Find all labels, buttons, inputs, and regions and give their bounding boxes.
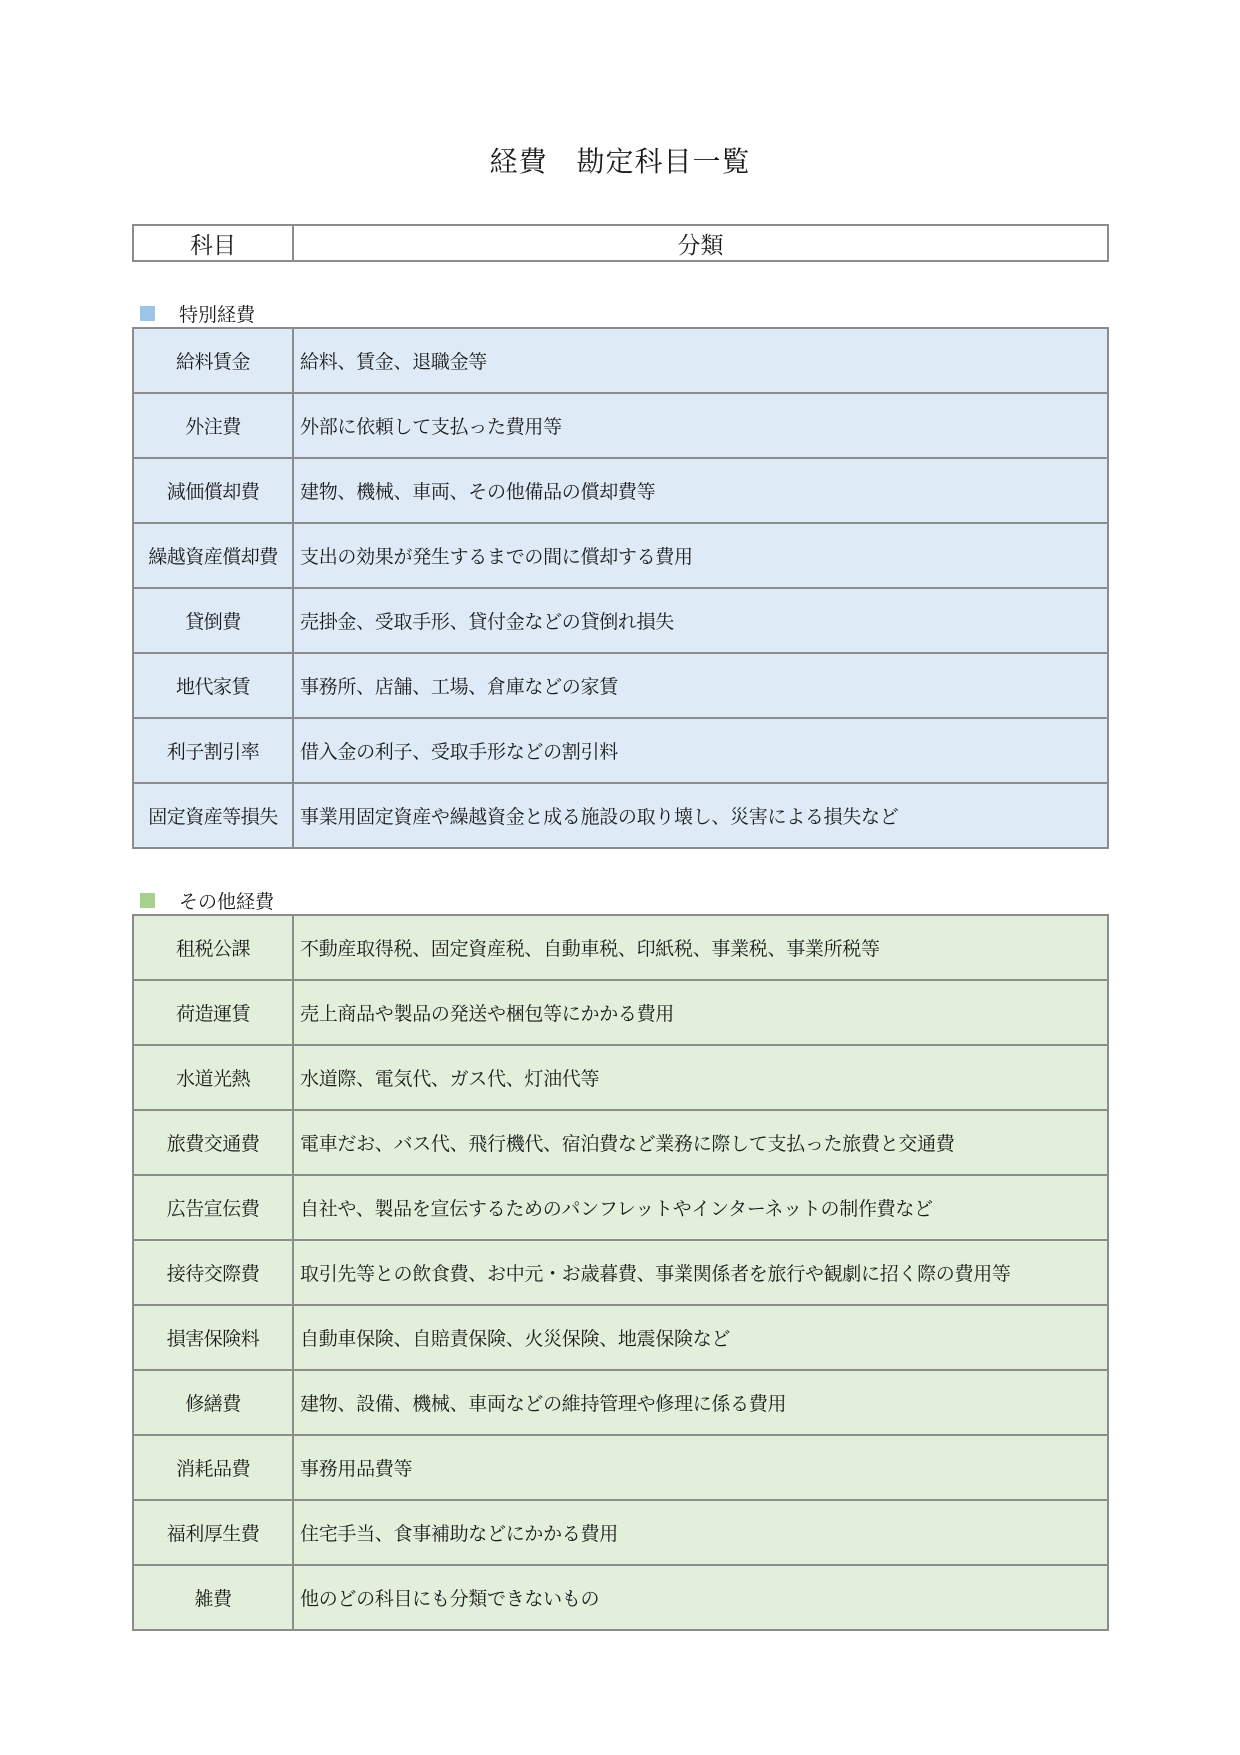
table-row (134, 719, 1107, 784)
table-row (134, 1111, 1107, 1176)
description-cell: 外部に依頼して支払った費用等 (300, 416, 562, 438)
table-row (134, 1566, 1107, 1629)
column-header-table (132, 224, 1109, 262)
subject-cell: 旅費交通費 (134, 1111, 294, 1174)
special-expenses-table (132, 327, 1109, 849)
table-row (134, 1176, 1107, 1241)
table-row (134, 1436, 1107, 1501)
column-header-classification: 分類 (677, 232, 724, 259)
description-cell: 住宅手当、食事補助などにかかる費用 (300, 1523, 618, 1545)
subject-cell: 給料賃金 (134, 329, 294, 392)
description-cell: 売上商品や製品の発送や梱包等にかかる費用 (300, 1003, 675, 1025)
description-cell: 給料、賃金、退職金等 (300, 351, 488, 373)
description-cell: 不動産取得税、固定資産税、自動車税、印紙税、事業税、事業所税等 (300, 938, 880, 960)
table-row (134, 524, 1107, 589)
table-row (134, 654, 1107, 719)
table-row (134, 329, 1107, 394)
table-row (134, 459, 1107, 524)
subject-cell: 利子割引率 (134, 719, 294, 782)
subject-cell: 修繕費 (134, 1371, 294, 1434)
square-marker-icon (140, 893, 155, 908)
description-cell: 取引先等との飲食費、お中元・お歳暮費、事業関係者を旅行や観劇に招く際の費用等 (300, 1263, 1011, 1285)
subject-cell: 雑費 (134, 1566, 294, 1629)
description-cell: 事務用品費等 (300, 1458, 413, 1480)
section-title: 特別経費 (179, 304, 256, 326)
table-row (134, 784, 1107, 847)
table-row (134, 981, 1107, 1046)
subject-cell: 荷造運賃 (134, 981, 294, 1044)
page-title: 経費 勘定科目一覧 (489, 145, 751, 178)
table-row (134, 1046, 1107, 1111)
description-cell: 建物、設備、機械、車両などの維持管理や修理に係る費用 (300, 1393, 787, 1415)
subject-cell: 固定資産等損失 (134, 784, 294, 847)
subject-cell: 外注費 (134, 394, 294, 457)
subject-cell: 損害保険料 (134, 1306, 294, 1369)
subject-cell: 水道光熱 (134, 1046, 294, 1109)
subject-cell: 租税公課 (134, 916, 294, 979)
table-row (134, 1501, 1107, 1566)
description-cell: 水道際、電気代、ガス代、灯油代等 (300, 1068, 600, 1090)
subject-cell: 地代家賃 (134, 654, 294, 717)
description-cell: 自社や、製品を宣伝するためのパンフレットやインターネットの制作費など (300, 1198, 933, 1220)
subject-cell: 福利厚生費 (134, 1501, 294, 1564)
section-label-other-expenses (140, 887, 274, 914)
table-row (134, 916, 1107, 981)
square-marker-icon (140, 306, 155, 321)
subject-cell: 広告宣伝費 (134, 1176, 294, 1239)
table-row (134, 394, 1107, 459)
description-cell: 電車だお、バス代、飛行機代、宿泊費など業務に際して支払った旅費と交通費 (300, 1133, 955, 1155)
description-cell: 借入金の利子、受取手形などの割引料 (300, 741, 618, 763)
other-expenses-table (132, 914, 1109, 1631)
section-label-special-expenses (140, 300, 255, 327)
subject-cell: 減価償却費 (134, 459, 294, 522)
description-cell: 売掛金、受取手形、貸付金などの貸倒れ損失 (300, 611, 675, 633)
table-row (134, 1241, 1107, 1306)
subject-cell: 繰越資産償却費 (134, 524, 294, 587)
column-header-subject: 科目 (134, 226, 294, 260)
description-cell: 自動車保険、自賠責保険、火災保険、地震保険など (300, 1328, 731, 1350)
subject-cell: 貸倒費 (134, 589, 294, 652)
subject-cell: 接待交際費 (134, 1241, 294, 1304)
description-cell: 他のどの科目にも分類できないもの (300, 1588, 600, 1610)
description-cell: 支出の効果が発生するまでの間に償却する費用 (300, 546, 693, 568)
description-cell: 建物、機械、車両、その他備品の償却費等 (300, 481, 656, 503)
subject-cell: 消耗品費 (134, 1436, 294, 1499)
description-cell: 事業用固定資産や繰越資金と成る施設の取り壊し、災害による損失など (300, 806, 899, 828)
table-row (134, 589, 1107, 654)
description-cell: 事務所、店舗、工場、倉庫などの家賃 (300, 676, 618, 698)
table-row (134, 1306, 1107, 1371)
section-title: その他経費 (179, 891, 275, 913)
table-row (134, 1371, 1107, 1436)
